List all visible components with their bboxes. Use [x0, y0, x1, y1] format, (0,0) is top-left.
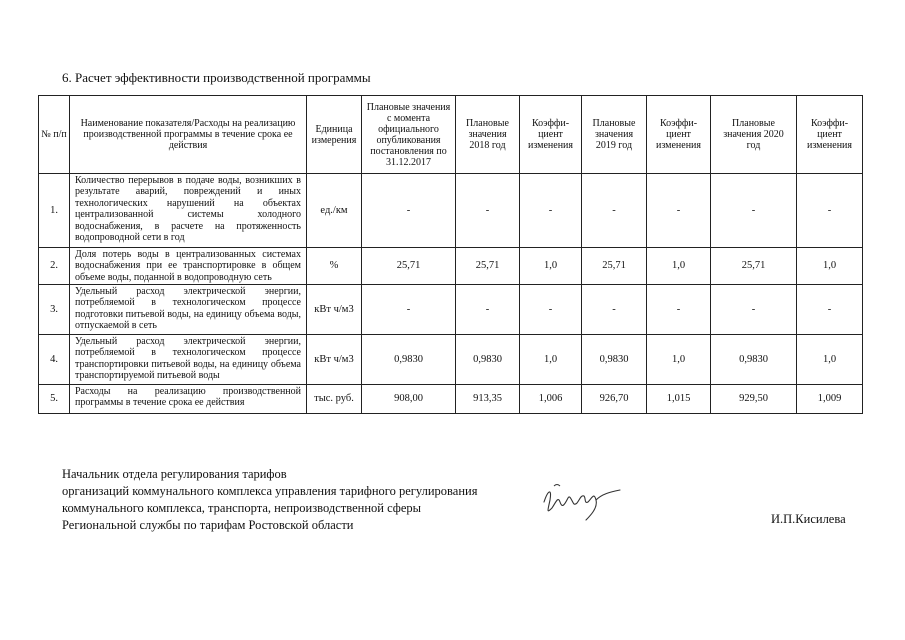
col-header-unit: Единица измерения — [307, 96, 362, 174]
col-header-name: Наименование показателя/Расходы на реализацию производственной программы в течение срока ее действия — [70, 96, 307, 174]
signer-name: И.П.Кисилева — [771, 512, 846, 526]
table-row — [39, 248, 863, 285]
cell-plan-2020: - — [711, 174, 797, 248]
col-header-coef-2018: Коэффи-циент изменения — [520, 96, 582, 174]
row-number: 2. — [39, 248, 70, 285]
row-indicator-name: Количество перерывов в подаче воды, возникших в результате аварий, повреждений и иных технологических нарушений на объектах централизованной системы холодного водоснабжения, в расчете на протяженность водопроводной сети в год — [70, 174, 307, 248]
signatory-position-line: организаций коммунального комплекса управления тарифного регулирования — [62, 484, 478, 498]
row-number: 5. — [39, 385, 70, 414]
cell-coef-2018: 1,0 — [520, 335, 582, 385]
row-unit: кВт ч/м3 — [307, 285, 362, 335]
cell-plan-2017: - — [362, 285, 456, 335]
table-row — [39, 335, 863, 385]
signatory-position-line: Начальник отдела регулирования тарифов — [62, 467, 287, 481]
row-unit: ед./км — [307, 174, 362, 248]
cell-plan-2020: 25,71 — [711, 248, 797, 285]
cell-plan-2018: 25,71 — [456, 248, 520, 285]
row-unit: тыс. руб. — [307, 385, 362, 414]
cell-plan-2019: 926,70 — [582, 385, 647, 414]
table-row — [39, 174, 863, 248]
col-header-num: № п/п — [39, 96, 70, 174]
cell-coef-2019: 1,015 — [647, 385, 711, 414]
table-header-row — [39, 96, 863, 174]
cell-plan-2017: - — [362, 174, 456, 248]
cell-coef-2019: - — [647, 174, 711, 248]
cell-plan-2019: 25,71 — [582, 248, 647, 285]
table-row — [39, 285, 863, 335]
table-row — [39, 385, 863, 414]
col-header-plan-2020: Плановые значения 2020 год — [711, 96, 797, 174]
row-unit: % — [307, 248, 362, 285]
col-header-coef-2019: Коэффи-циент изменения — [647, 96, 711, 174]
cell-coef-2020: 1,0 — [797, 335, 863, 385]
cell-coef-2019: 1,0 — [647, 248, 711, 285]
col-header-plan-2019: Плановые значения 2019 год — [582, 96, 647, 174]
col-header-coef-2020: Коэффи-циент изменения — [797, 96, 863, 174]
row-indicator-name: Удельный расход электрической энергии, потребляемой в технологическом процессе подготовки питьевой воды, на единицу объема воды, отпускаемой в сеть — [70, 285, 307, 335]
cell-plan-2017: 25,71 — [362, 248, 456, 285]
cell-plan-2020: 0,9830 — [711, 335, 797, 385]
row-unit: кВт ч/м3 — [307, 335, 362, 385]
cell-plan-2019: - — [582, 285, 647, 335]
cell-plan-2018: - — [456, 285, 520, 335]
handwritten-signature — [538, 480, 628, 527]
signatory-position-line: коммунального комплекса, транспорта, непроизводственной сферы — [62, 501, 422, 515]
cell-plan-2019: - — [582, 174, 647, 248]
efficiency-table — [38, 95, 863, 414]
signatory-position-line: Региональной службы по тарифам Ростовской области — [62, 518, 354, 532]
cell-coef-2018: 1,006 — [520, 385, 582, 414]
cell-coef-2018: - — [520, 174, 582, 248]
col-header-plan-2018: Плановые значения 2018 год — [456, 96, 520, 174]
cell-coef-2020: - — [797, 174, 863, 248]
cell-plan-2019: 0,9830 — [582, 335, 647, 385]
cell-plan-2020: - — [711, 285, 797, 335]
cell-coef-2019: 1,0 — [647, 335, 711, 385]
row-number: 4. — [39, 335, 70, 385]
row-indicator-name: Расходы на реализацию производственной программы в течение срока ее действия — [70, 385, 307, 414]
cell-coef-2018: - — [520, 285, 582, 335]
cell-plan-2018: - — [456, 174, 520, 248]
cell-coef-2018: 1,0 — [520, 248, 582, 285]
row-number: 3. — [39, 285, 70, 335]
row-indicator-name: Удельный расход электрической энергии, потребляемой в технологическом процессе транспортировки питьевой воды, на единицу объема транспортируемой питьевой воды — [70, 335, 307, 385]
cell-coef-2019: - — [647, 285, 711, 335]
col-header-plan-2017: Плановые значения с момента официального опубликования постановления по 31.12.2017 — [362, 96, 456, 174]
cell-coef-2020: 1,009 — [797, 385, 863, 414]
cell-plan-2017: 908,00 — [362, 385, 456, 414]
cell-coef-2020: 1,0 — [797, 248, 863, 285]
signatory-block — [62, 466, 477, 534]
row-indicator-name: Доля потерь воды в централизованных системах водоснабжения при ее транспортировке в общем объеме воды, поданной в водопроводную сеть — [70, 248, 307, 285]
cell-coef-2020: - — [797, 285, 863, 335]
row-number: 1. — [39, 174, 70, 248]
cell-plan-2018: 913,35 — [456, 385, 520, 414]
section-title: 6. Расчет эффективности производственной программы — [62, 70, 371, 85]
cell-plan-2018: 0,9830 — [456, 335, 520, 385]
cell-plan-2020: 929,50 — [711, 385, 797, 414]
cell-plan-2017: 0,9830 — [362, 335, 456, 385]
